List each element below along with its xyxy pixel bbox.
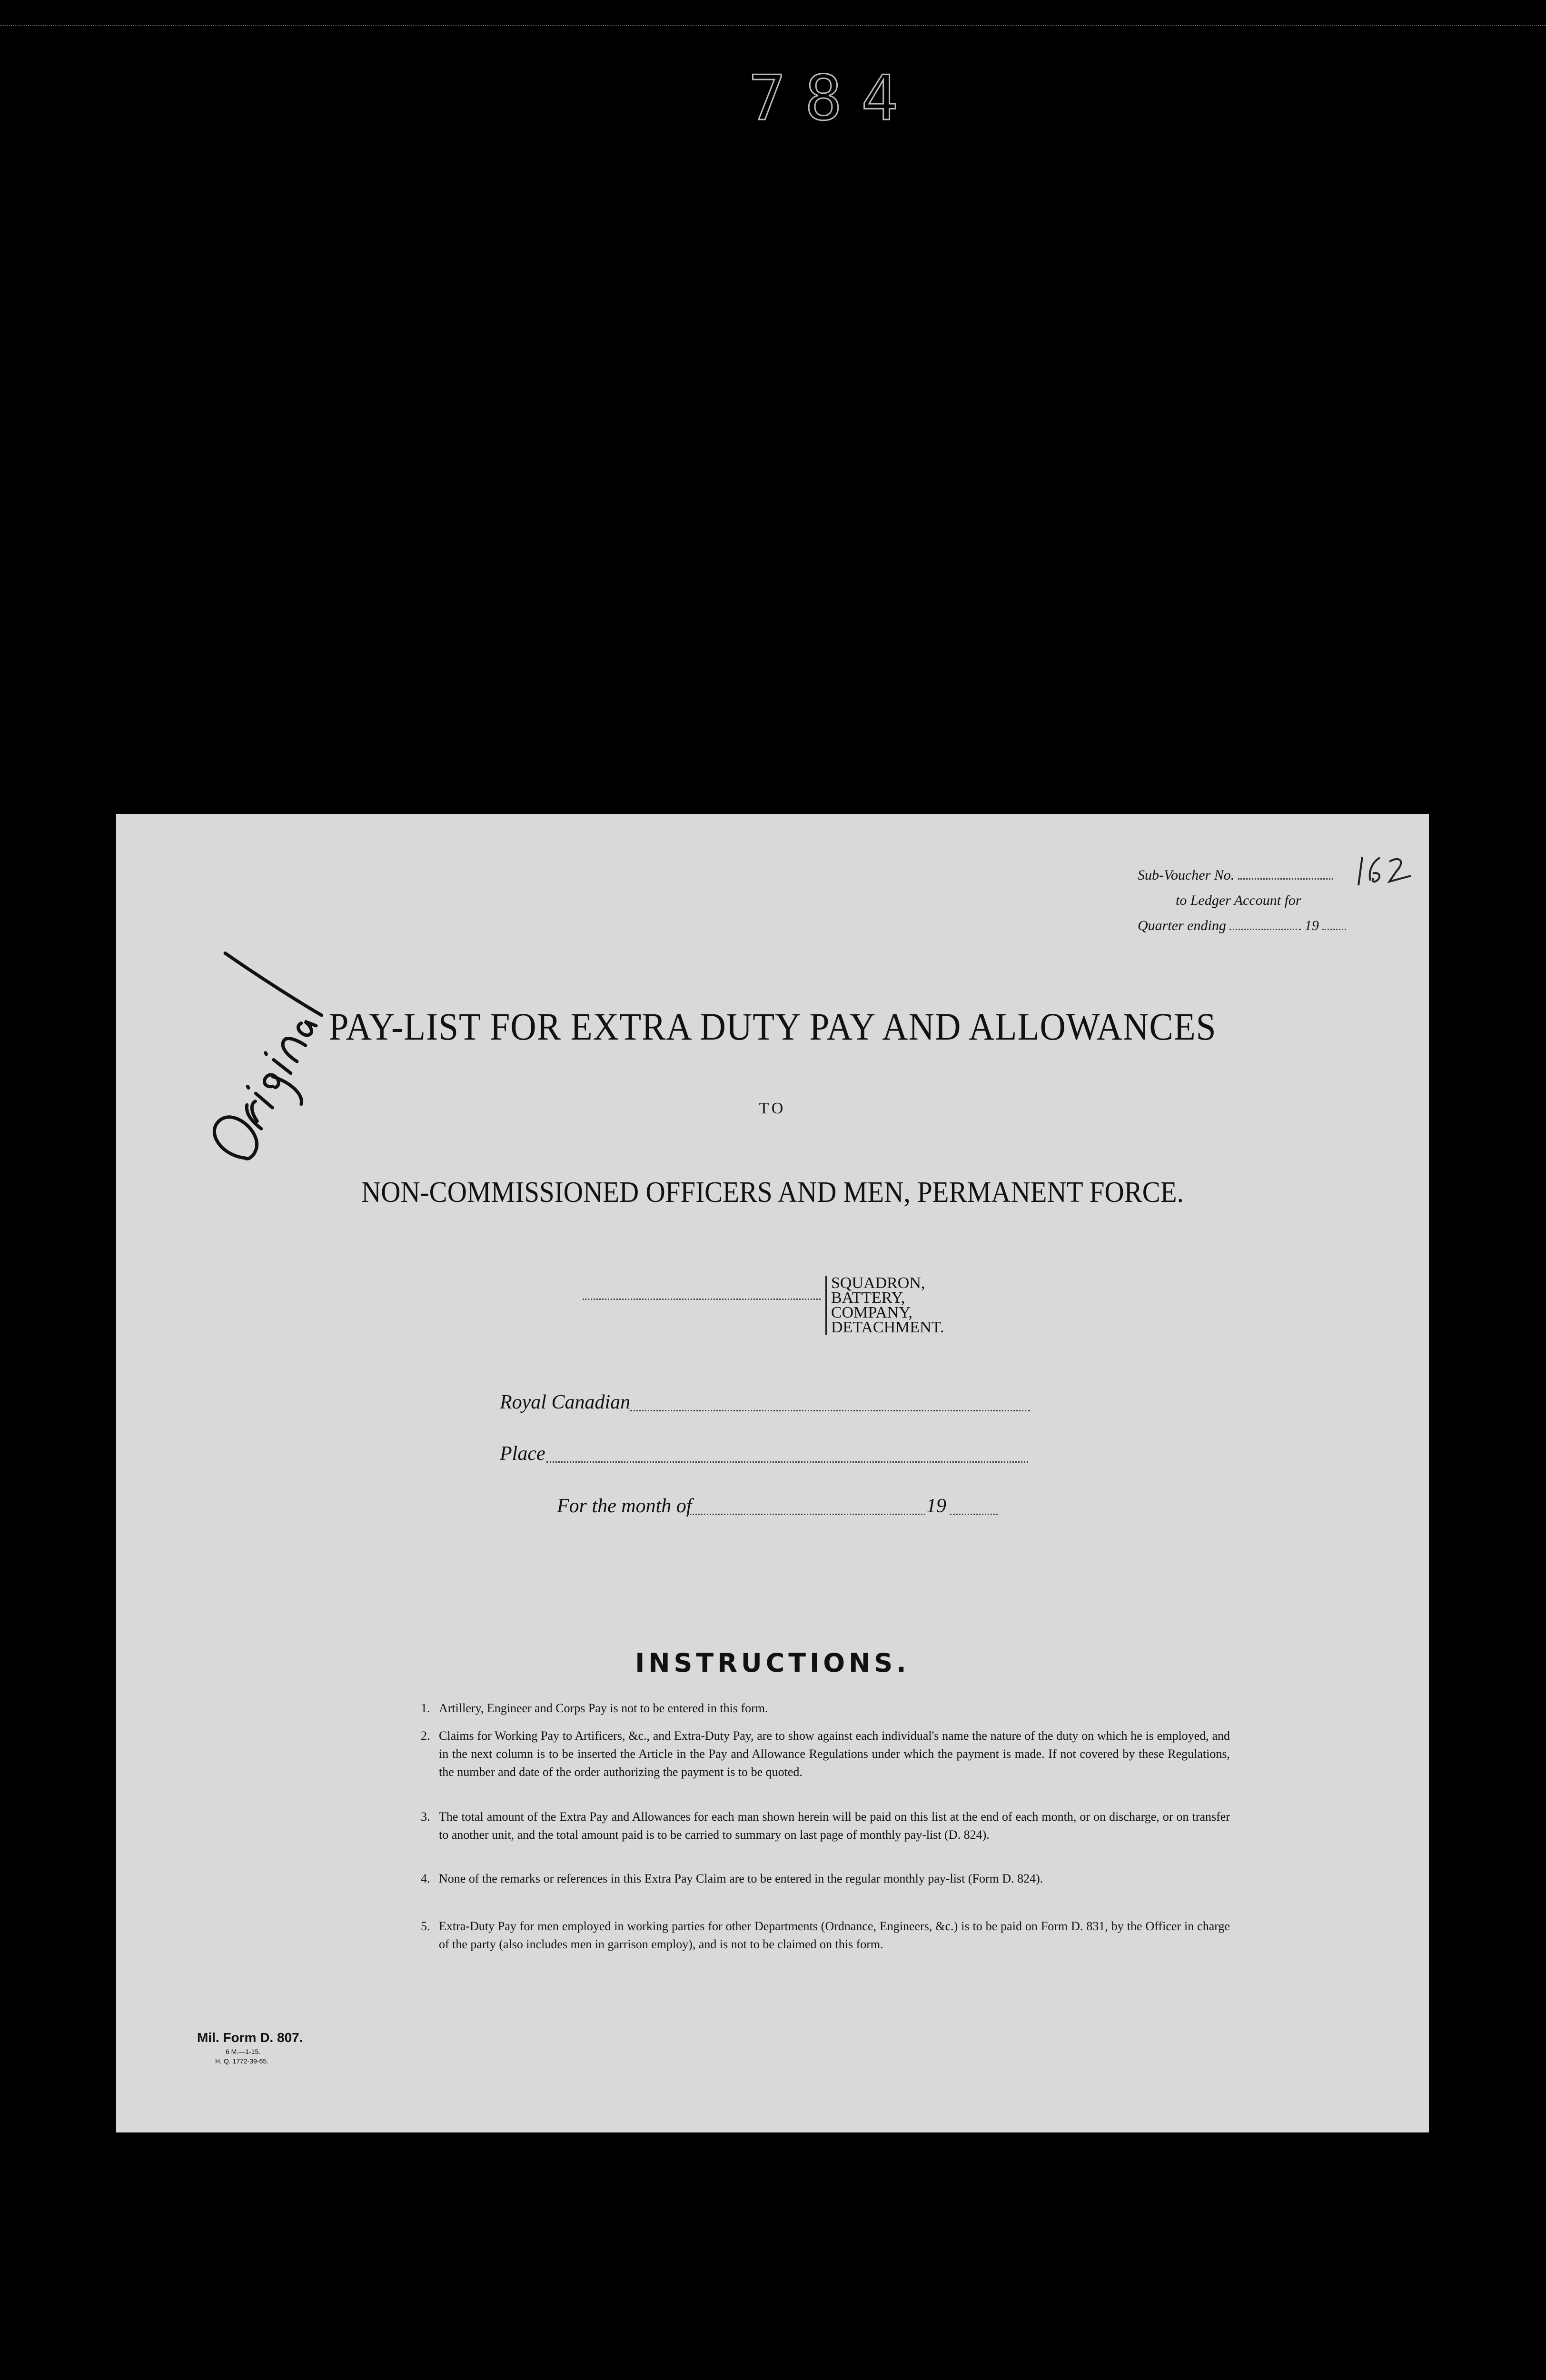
month-year-prefix: 19	[926, 1495, 946, 1517]
ledger-label: to Ledger Account for	[1176, 892, 1301, 908]
form-code: Mil. Form D. 807.	[197, 2030, 303, 2045]
quarter-year-dots	[1322, 929, 1346, 930]
instruction-number: 4.	[421, 1872, 430, 1885]
place-label: Place	[500, 1443, 545, 1465]
instruction-text: Extra-Duty Pay for men employed in working parties for other Departments (Ordnance, Engineers, &c.) is to be paid on Form D. 831, by the Officer in charge of the party (also includes men in garrison employ), and is not to be claimed on this form.	[439, 1919, 1230, 1951]
instruction-number: 1.	[421, 1701, 430, 1715]
unit-type-battery: BATTERY,	[831, 1289, 905, 1307]
instruction-number: 5.	[421, 1919, 430, 1933]
instruction-text: Artillery, Engineer and Corps Pay is not to be entered in this form.	[439, 1701, 768, 1715]
quarter-field	[1138, 918, 1346, 934]
instruction-text: The total amount of the Extra Pay and Allowances for each man shown herein will be paid on this list at the end of each month, or on discharge, or on transfer to another unit, and the total amount paid is to be carried to summary on last page of monthly pay-list (D. 824).	[439, 1810, 1230, 1842]
month-line	[687, 1514, 925, 1515]
unit-type-company: COMPANY,	[831, 1304, 913, 1321]
instructions-heading: INSTRUCTIONS.	[635, 1648, 910, 1678]
handwritten-original-annotation	[173, 947, 373, 1204]
instruction-item	[421, 1699, 1230, 1717]
sub-voucher-label: Sub-Voucher No.	[1138, 867, 1235, 883]
instruction-item	[421, 1808, 1230, 1844]
month-year-line	[950, 1514, 998, 1515]
quarter-dots	[1229, 929, 1301, 930]
place-line	[546, 1461, 1028, 1463]
sub-voucher-field	[1138, 867, 1333, 883]
pay-list-form	[116, 814, 1429, 2132]
quarter-year: 19	[1304, 918, 1319, 933]
frame-number: 784	[748, 62, 918, 134]
unit-type-detachment: DETACHMENT.	[831, 1319, 944, 1336]
instruction-number: 2.	[421, 1729, 430, 1743]
form-code-print-run: 6 M.—1-15.	[226, 2048, 261, 2055]
unit-name-dots	[583, 1299, 821, 1300]
royal-canadian-line	[630, 1410, 1030, 1411]
form-subtitle: NON-COMMISSIONED OFFICERS AND MEN, PERMANENT FORCE.	[361, 1176, 1184, 1209]
instruction-item	[421, 1870, 1230, 1888]
instruction-number: 3.	[421, 1810, 430, 1824]
handwritten-number-text: 162	[1354, 852, 1355, 853]
handwritten-voucher-number	[1354, 852, 1425, 890]
instruction-item	[421, 1727, 1230, 1781]
unit-type-options	[825, 1276, 944, 1335]
instruction-text: None of the remarks or references in this Extra Pay Claim are to be entered in the regular monthly pay-list (Form D. 824).	[439, 1872, 1043, 1885]
quarter-label: Quarter ending	[1138, 918, 1226, 933]
form-code-reference: H. Q. 1772-39-65.	[215, 2057, 269, 2065]
royal-canadian-label: Royal Canadian	[500, 1391, 631, 1413]
instruction-text: Claims for Working Pay to Artificers, &c., and Extra-Duty Pay, are to show against each individual's name the nature of the duty on which he is employed, and in the next column is to be inserted the Article in the Pay and Allowance Regulations under which the payment is made. If not covered by these Regulations, the number and date of the order authorizing the payment is to be quoted.	[439, 1729, 1230, 1779]
instruction-item	[421, 1917, 1230, 1954]
form-title-to: TO	[759, 1100, 786, 1117]
form-title: PAY-LIST FOR EXTRA DUTY PAY AND ALLOWANCES	[328, 1005, 1217, 1048]
sub-voucher-dots	[1238, 878, 1333, 880]
unit-type-squadron: SQUADRON,	[831, 1274, 925, 1292]
month-label: For the month of	[557, 1495, 692, 1517]
film-edge-line	[0, 25, 1546, 27]
